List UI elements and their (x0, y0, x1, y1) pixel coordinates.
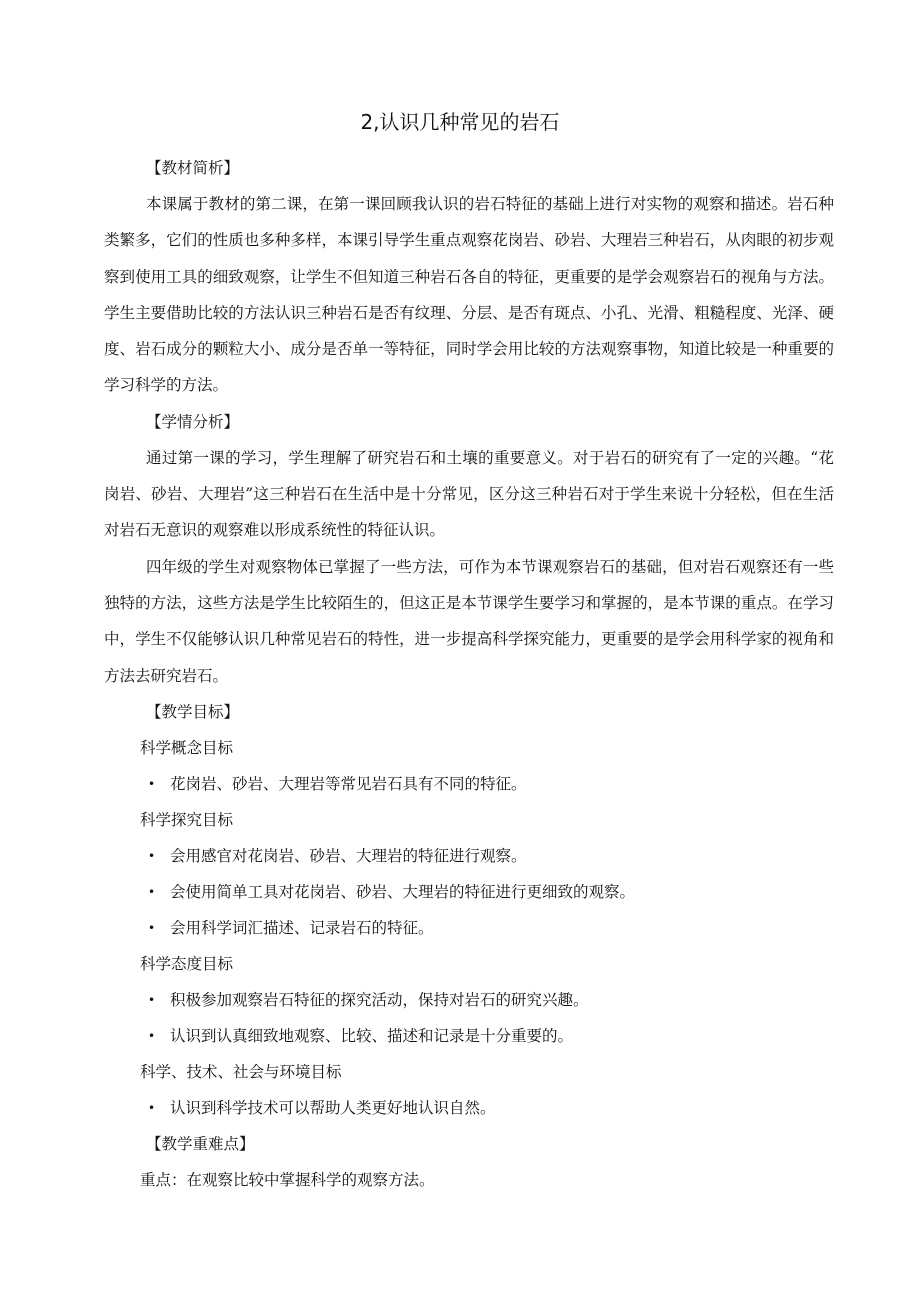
bullet-icon: • (148, 1100, 156, 1115)
document-title: 2,认识几种常见的岩石 (360, 110, 560, 134)
goal-item (104, 1090, 834, 1126)
goal-list-stse (104, 1090, 834, 1126)
goal-item (104, 1018, 834, 1054)
goal-item (104, 910, 834, 946)
goal-item (104, 838, 834, 874)
goal-item (104, 874, 834, 910)
goal-group-label-stse: 科学、技术、社会与环境目标 (140, 1062, 342, 1081)
goal-group-label-concept: 科学概念目标 (140, 738, 234, 757)
goal-item-text: 认识到科学技术可以帮助人类更好地认识自然。 (170, 1098, 496, 1117)
goal-list-concept (104, 766, 834, 802)
goal-item-text: 会使用简单工具对花岗岩、砂岩、大理岩的特征进行更细致的观察。 (170, 882, 636, 901)
bullet-icon: • (148, 884, 156, 899)
section-heading-learning: 【学情分析】 (146, 412, 240, 431)
section-heading-keypoints: 【教学重难点】 (146, 1134, 255, 1153)
goal-list-attitude (104, 982, 834, 1054)
section-heading-goals: 【教学目标】 (146, 702, 240, 721)
goal-item-text: 会用科学词汇描述、记录岩石的特征。 (170, 918, 434, 937)
goal-item (104, 766, 834, 802)
goal-item-text: 认识到认真细致地观察、比较、描述和记录是十分重要的。 (170, 1026, 574, 1045)
section-heading-textbook: 【教材简析】 (146, 159, 240, 177)
bullet-icon: • (148, 920, 156, 935)
goal-item-text: 会用感官对花岗岩、砂岩、大理岩的特征进行观察。 (170, 846, 527, 865)
goal-group-label-attitude: 科学态度目标 (140, 954, 234, 973)
goal-list-inquiry (104, 838, 834, 946)
keypoint-line: 重点：在观察比较中掌握科学的观察方法。 (140, 1170, 435, 1189)
textbook-paragraph: 本课属于教材的第二课，在第一课回顾我认识的岩石特征的基础上进行对实物的观察和描述。岩石种类繁多，它们的性质也多种多样，本课引导学生重点观察花岗岩、砂岩、大理岩三种岩石，从肉眼的初步观察到使用工具的细致观察，让学生不但知道三种岩石各自的特征，更重要的是学会观察岩石的视角与方法。学生主要借助比较的方法认识三种岩石是否有纹理、分层、是否有斑点、小孔、光滑、粗糙程度、光泽、硬度、岩石成分的颗粒大小、成分是否单一等特征，同时学会用比较的方法观察事物，知道比较是一种重要的学习科学的方法。 (104, 195, 834, 395)
bullet-icon: • (148, 848, 156, 863)
goal-item (104, 982, 834, 1018)
document-body (104, 150, 834, 1198)
goal-item-text: 花岗岩、砂岩、大理岩等常见岩石具有不同的特征。 (170, 774, 527, 793)
goal-item-text: 积极参加观察岩石特征的探究活动，保持对岩石的研究兴趣。 (170, 990, 589, 1009)
bullet-icon: • (148, 992, 156, 1007)
goal-group-label-inquiry: 科学探究目标 (140, 810, 234, 829)
bullet-icon: • (148, 1028, 156, 1043)
learning-paragraph-1: 通过第一课的学习，学生理解了研究岩石和土壤的重要意义。对于岩石的研究有了一定的兴趣。“花岗岩、砂岩、大理岩”这三种岩石在生活中是十分常见，区分这三种岩石对于学生来说十分轻松，但在生活对岩石无意识的观察难以形成系统性的特征认识。 (104, 448, 834, 540)
bullet-icon: • (148, 776, 156, 791)
learning-paragraph-2: 四年级的学生对观察物体已掌握了一些方法，可作为本节课观察岩石的基础，但对岩石观察还有一些独特的方法，这些方法是学生比较陌生的，但这正是本节课学生要学习和掌握的，是本节课的重点。在学习中，学生不仅能够认识几种常见岩石的特性，进一步提高科学探究能力，更重要的是学会用科学家的视角和方法去研究岩石。 (104, 557, 834, 685)
